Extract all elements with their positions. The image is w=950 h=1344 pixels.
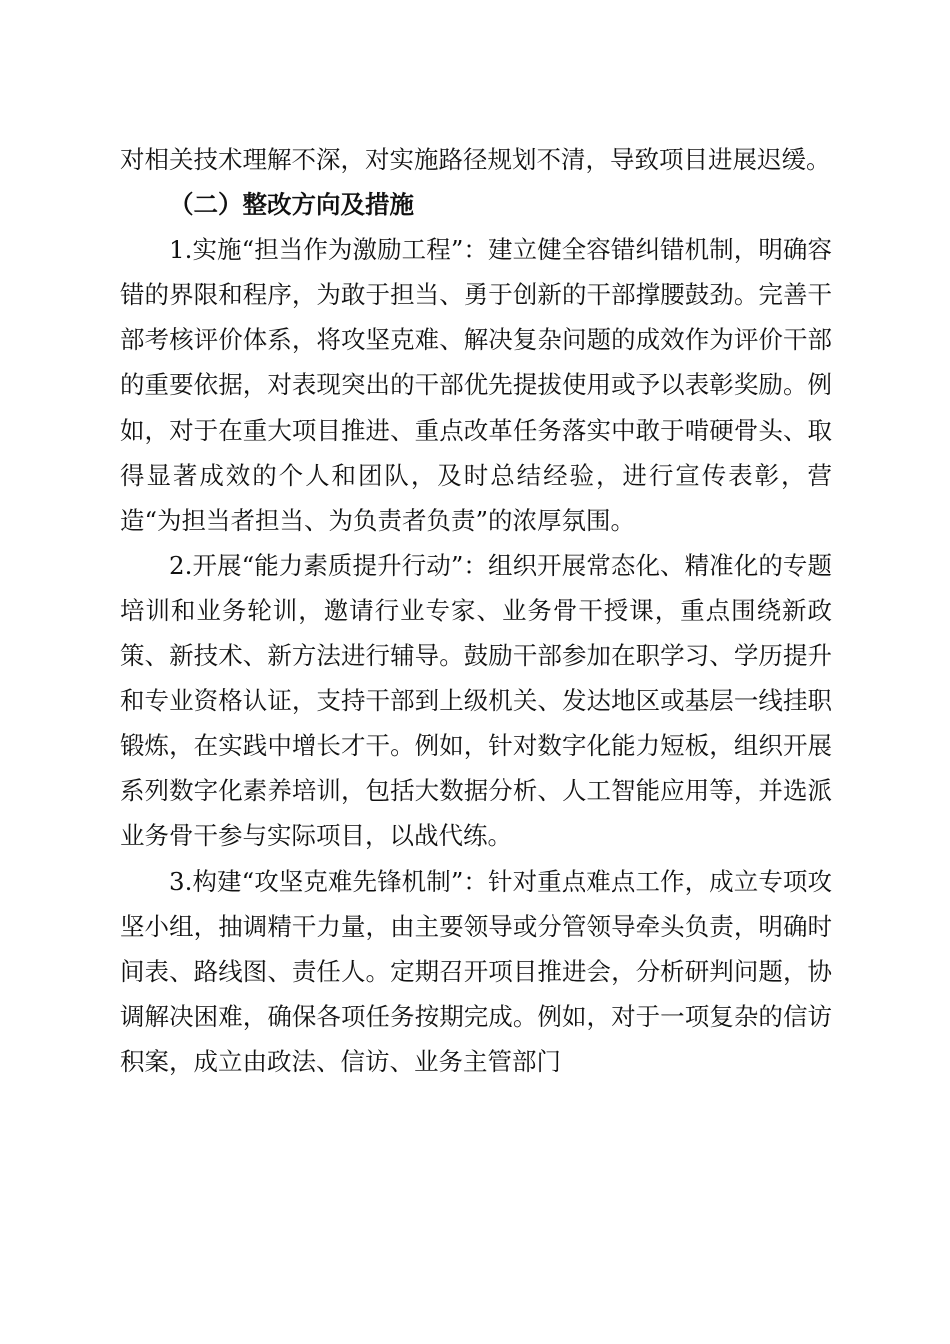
continuation-paragraph: 对相关技术理解不深，对实施路径规划不清，导致项目进展迟缓。 xyxy=(120,145,831,174)
measure-item-3: 3.构建“攻坚克难先锋机制”：针对重点难点工作，成立专项攻坚小组，抽调精干力量，由主要领导或分管领导牵头负责，明确时间表、路线图、责任人。定期召开项目推进会，分析研判问题，协调解决困难，确保各项任务按期完成。例如，对于一项复杂的信访积案，成立由政法、信访、业务主管部门 xyxy=(120,866,832,1076)
document-body xyxy=(120,137,832,1084)
measure-item-2: 2.开展“能力素质提升行动”：组织开展常态化、精准化的专题培训和业务轮训，邀请行业专家、业务骨干授课，重点围绕新政策、新技术、新方法进行辅导。鼓励干部参加在职学习、学历提升和专业资格认证，支持干部到上级机关、发达地区或基层一线挂职锻炼，在实践中增长才干。例如，针对数字化能力短板，组织开展系列数字化素养培训，包括大数据分析、人工智能应用等，并选派业务骨干参与实际项目，以战代练。 xyxy=(120,550,832,851)
section-heading: （二）整改方向及措施 xyxy=(169,190,414,220)
measure-item-1: 1.实施“担当作为激励工程”：建立健全容错纠错机制，明确容错的界限和程序，为敢于担当、勇于创新的干部撑腰鼓劲。完善干部考核评价体系，将攻坚克难、解决复杂问题的成效作为评价干部的重要依据，对表现突出的干部优先提拔使用或予以表彰奖励。例如，对于在重大项目推进、重点改革任务落实中敢于啃硬骨头、取得显著成效的个人和团队，及时总结经验，进行宣传表彰，营造“为担当者担当、为负责者负责”的浓厚氛围。 xyxy=(120,235,832,535)
